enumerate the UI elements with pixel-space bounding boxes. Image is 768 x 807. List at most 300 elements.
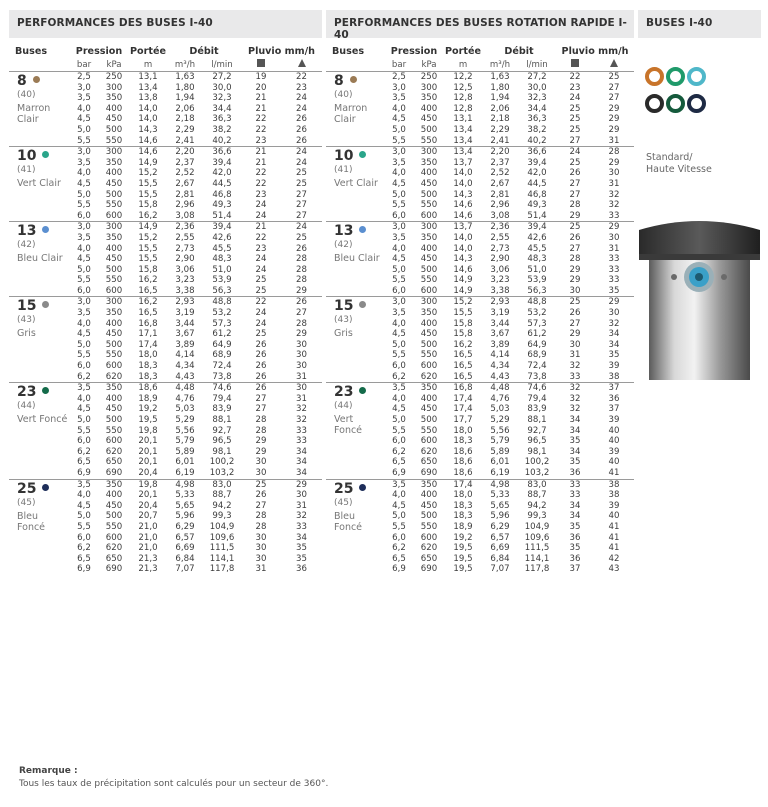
cell-lmin: 46,8 xyxy=(527,189,547,200)
cell-pluvio-square: 28 xyxy=(255,511,267,522)
cell-pluvio-square: 22 xyxy=(255,124,267,135)
cell-pluvio-triangle: 38 xyxy=(608,490,620,501)
cell-pluvio-triangle: 41 xyxy=(608,521,620,532)
caption-line-1: Standard/ xyxy=(646,152,693,163)
cell-m3h: 3,19 xyxy=(490,308,510,319)
cell-kpa: 250 xyxy=(420,72,438,82)
cell-kpa: 600 xyxy=(105,285,123,296)
cell-lmin: 111,5 xyxy=(524,543,550,554)
nozzle-cell xyxy=(9,147,69,222)
cell-pluvio-triangle: 34 xyxy=(296,446,307,457)
nozzle-cell xyxy=(326,297,384,383)
nozzle-number: 10 xyxy=(17,148,37,165)
cell-portee: 17,4 xyxy=(453,393,473,404)
cell-kpa: 450 xyxy=(105,404,123,415)
cell-portee: 18,3 xyxy=(138,371,158,382)
nozzle-color-name: Bleu Clair xyxy=(17,253,63,265)
cell-pluvio-triangle: 31 xyxy=(296,371,307,382)
cell-lmin: 56,3 xyxy=(212,285,232,296)
cell-pluvio-triangle: 25 xyxy=(296,232,307,243)
cell-pluvio-square: 33 xyxy=(556,479,594,490)
cell-pluvio-square: 25 xyxy=(556,297,594,308)
cell-kpa: 500 xyxy=(105,189,123,200)
cell-m3h: 1,94 xyxy=(175,93,195,104)
cell-pluvio-square: 32 xyxy=(569,393,581,404)
nozzle-cell xyxy=(9,479,69,575)
cell-m3h: 2,93 xyxy=(482,297,518,308)
table-row xyxy=(326,383,634,394)
cell-kpa: 620 xyxy=(105,543,123,554)
cell-bar: 6,9 xyxy=(392,564,406,575)
cell-pluvio-square: 24 xyxy=(255,308,267,319)
nozzle-cell xyxy=(326,147,384,222)
cell-lmin: 53,2 xyxy=(527,308,547,319)
cell-m3h: 7,07 xyxy=(175,564,195,575)
cell-lmin: 74,6 xyxy=(518,383,556,394)
cell-pluvio-triangle: 36 xyxy=(296,564,307,575)
cell-portee: 13,4 xyxy=(453,135,473,146)
table-row xyxy=(326,297,634,308)
cell-lmin: 51,0 xyxy=(527,264,547,275)
cell-lmin: 98,1 xyxy=(527,446,547,457)
cell-portee: 15,2 xyxy=(138,232,158,243)
cell-m3h: 2,90 xyxy=(175,254,195,265)
left-title-bar xyxy=(9,10,322,38)
cell-portee: 14,0 xyxy=(138,103,158,114)
cell-lmin: 48,3 xyxy=(527,254,547,265)
cell-pluvio-square: 30 xyxy=(255,457,267,468)
cell-m3h: 1,80 xyxy=(490,82,510,93)
cell-pluvio-triangle: 29 xyxy=(608,124,620,135)
cell-lmin: 45,5 xyxy=(212,243,232,254)
cell-pluvio-square: 29 xyxy=(569,275,581,286)
cell-kpa: 500 xyxy=(420,415,438,425)
nozzle-number: 23 xyxy=(334,384,354,401)
cell-pluvio-square: 25 xyxy=(255,329,267,340)
cell-kpa: 600 xyxy=(420,210,438,221)
cell-portee: 13,7 xyxy=(444,222,482,233)
cell-lmin: 64,9 xyxy=(527,339,547,350)
cell-lmin: 104,9 xyxy=(524,521,550,532)
cell-m3h: 6,84 xyxy=(175,553,195,564)
col-pression: Pression xyxy=(390,46,438,57)
cell-lmin: 88,7 xyxy=(212,490,232,501)
cell-bar: 5,0 xyxy=(392,124,406,135)
cell-m3h: 3,89 xyxy=(490,339,510,350)
cell-pluvio-square: 29 xyxy=(569,264,581,275)
cell-lmin: 51,4 xyxy=(212,210,232,221)
nozzle-code: (42) xyxy=(334,240,353,251)
cell-bar: 5,5 xyxy=(392,350,406,361)
cell-lmin: 100,2 xyxy=(524,457,550,468)
cell-m3h: 3,44 xyxy=(490,318,510,329)
cell-portee: 12,8 xyxy=(453,103,473,114)
cell-pluvio-square: 26 xyxy=(569,232,581,243)
cell-lmin: 83,9 xyxy=(527,404,547,415)
cell-m3h: 5,03 xyxy=(175,404,195,415)
cell-pluvio-triangle: 34 xyxy=(296,532,307,543)
nozzle-color-name: Gris xyxy=(17,328,36,340)
cell-kpa: 500 xyxy=(105,511,123,522)
cell-pluvio-triangle: 27 xyxy=(296,189,307,200)
cell-bar: 5,5 xyxy=(77,200,91,211)
cell-portee: 21,3 xyxy=(138,564,158,575)
cell-m3h: 2,90 xyxy=(490,254,510,265)
cell-pluvio-triangle: 32 xyxy=(296,415,307,425)
cell-lmin: 45,5 xyxy=(527,243,547,254)
nozzle-ring-icon xyxy=(666,94,685,113)
cell-kpa: 550 xyxy=(420,350,438,361)
cell-kpa: 620 xyxy=(420,446,438,457)
cell-kpa: 300 xyxy=(99,297,129,308)
side-title: BUSES I-40 xyxy=(646,17,713,29)
nozzle-number: 25 xyxy=(334,480,354,497)
cell-bar: 3,0 xyxy=(384,222,414,233)
cell-m3h: 2,67 xyxy=(490,178,510,189)
cell-kpa: 350 xyxy=(414,479,444,490)
cell-lmin: 73,8 xyxy=(212,371,232,382)
cell-m3h: 5,89 xyxy=(175,446,195,457)
cell-m3h: 2,52 xyxy=(490,168,510,179)
nozzle-code: (45) xyxy=(334,497,353,508)
cell-m3h: 4,34 xyxy=(175,361,195,372)
cell-pluvio-square: 26 xyxy=(255,339,267,350)
cell-kpa: 450 xyxy=(420,254,438,265)
cell-bar: 5,0 xyxy=(77,264,91,275)
cell-pluvio-triangle: 26 xyxy=(296,135,307,146)
header-row xyxy=(9,45,322,59)
table-row xyxy=(9,479,322,490)
cell-pluvio-square: 24 xyxy=(556,147,594,158)
cell-portee: 18,9 xyxy=(453,521,473,532)
cell-pluvio-square: 28 xyxy=(255,425,267,436)
cell-m3h: 6,19 xyxy=(490,467,510,478)
table-row xyxy=(326,479,634,490)
cell-pluvio-triangle: 34 xyxy=(608,339,620,350)
cell-portee: 21,0 xyxy=(138,543,158,554)
cell-portee: 12,5 xyxy=(453,82,473,93)
cell-pluvio-square: 31 xyxy=(255,564,267,575)
cell-kpa: 650 xyxy=(420,553,438,564)
cell-bar: 4,0 xyxy=(77,243,91,254)
cell-pluvio-triangle: 40 xyxy=(608,511,620,522)
cell-bar: 5,0 xyxy=(392,511,406,522)
remark-title: Remarque : xyxy=(19,766,78,776)
unit-triangle xyxy=(281,59,322,72)
cell-lmin: 79,4 xyxy=(527,393,547,404)
cell-m3h: 2,36 xyxy=(167,222,203,233)
cell-kpa: 550 xyxy=(105,275,123,286)
nozzle-code: (41) xyxy=(17,165,36,176)
cell-pluvio-triangle: 35 xyxy=(296,553,307,564)
cell-kpa: 300 xyxy=(414,147,444,158)
cell-bar: 6,2 xyxy=(77,446,91,457)
cell-portee: 15,2 xyxy=(444,297,482,308)
cell-pluvio-square: 27 xyxy=(255,393,267,404)
cell-m3h: 4,98 xyxy=(482,479,518,490)
cell-portee: 14,0 xyxy=(138,114,158,125)
cell-bar: 6,0 xyxy=(77,532,91,543)
cell-portee: 15,2 xyxy=(138,168,158,179)
nozzle-color-name: Vert Foncé xyxy=(334,414,363,437)
cell-m3h: 5,96 xyxy=(175,511,195,522)
cell-bar: 5,5 xyxy=(77,425,91,436)
cell-pluvio-square: 33 xyxy=(569,371,581,382)
square-spacing-icon xyxy=(571,59,579,67)
cell-kpa: 300 xyxy=(99,222,129,233)
cell-pluvio-square: 30 xyxy=(255,467,267,478)
col-debit: Débit xyxy=(504,46,534,57)
cell-portee: 18,0 xyxy=(453,490,473,501)
cell-pluvio-square: 26 xyxy=(569,168,581,179)
cell-pluvio-triangle: 29 xyxy=(281,479,322,490)
cell-bar: 3,5 xyxy=(69,383,99,394)
cell-m3h: 3,38 xyxy=(490,285,510,296)
cell-lmin: 88,7 xyxy=(527,490,547,501)
cell-pluvio-triangle: 24 xyxy=(296,93,307,104)
cell-m3h: 2,29 xyxy=(490,124,510,135)
nozzle-cell xyxy=(9,297,69,383)
cell-pluvio-triangle: 33 xyxy=(296,425,307,436)
cell-m3h: 2,18 xyxy=(175,114,195,125)
cell-m3h: 2,55 xyxy=(490,232,510,243)
cell-kpa: 400 xyxy=(420,490,438,501)
cell-lmin: 49,3 xyxy=(212,200,232,211)
cell-pluvio-square: 22 xyxy=(255,168,267,179)
cell-pluvio-triangle: 27 xyxy=(296,200,307,211)
cell-lmin: 40,2 xyxy=(527,135,547,146)
cell-bar: 6,0 xyxy=(77,436,91,447)
table-row xyxy=(326,147,634,158)
cell-lmin: 111,5 xyxy=(209,543,235,554)
cell-kpa: 400 xyxy=(420,318,438,329)
cell-lmin: 61,2 xyxy=(212,329,232,340)
cell-lmin: 103,2 xyxy=(524,467,550,478)
cell-bar: 3,0 xyxy=(392,82,406,93)
cell-m3h: 1,80 xyxy=(175,82,195,93)
col-portee: Portée xyxy=(445,46,481,57)
nozzle-ring-icon xyxy=(666,67,685,86)
col-pression: Pression xyxy=(75,46,123,57)
cell-pluvio-square: 27 xyxy=(569,178,581,189)
cell-portee: 14,6 xyxy=(129,147,167,158)
cell-m3h: 2,20 xyxy=(167,147,203,158)
cell-m3h: 4,43 xyxy=(490,371,510,382)
cell-m3h: 4,14 xyxy=(490,350,510,361)
cell-pluvio-square: 22 xyxy=(241,297,281,308)
cell-m3h: 6,57 xyxy=(175,532,195,543)
nozzle-number: 13 xyxy=(17,223,37,240)
cell-pluvio-triangle: 28 xyxy=(296,264,307,275)
cell-pluvio-square: 23 xyxy=(569,82,581,93)
cell-lmin: 44,5 xyxy=(527,178,547,189)
cell-bar: 5,0 xyxy=(392,264,406,275)
cell-portee: 14,9 xyxy=(453,275,473,286)
cell-pluvio-triangle: 30 xyxy=(296,361,307,372)
cell-lmin: 114,1 xyxy=(209,553,235,564)
cell-kpa: 400 xyxy=(420,243,438,254)
cell-bar: 6,2 xyxy=(392,446,406,457)
cell-lmin: 109,6 xyxy=(209,532,235,543)
cell-portee: 21,0 xyxy=(138,521,158,532)
cell-m3h: 2,36 xyxy=(482,222,518,233)
cell-bar: 4,5 xyxy=(77,404,91,415)
cell-bar: 6,2 xyxy=(392,543,406,554)
cell-kpa: 450 xyxy=(105,329,123,340)
cell-portee: 19,5 xyxy=(138,415,158,425)
cell-pluvio-triangle: 24 xyxy=(281,222,322,233)
cell-portee: 14,0 xyxy=(453,168,473,179)
cell-pluvio-triangle: 23 xyxy=(296,82,307,93)
cell-bar: 3,5 xyxy=(392,157,406,168)
cell-m3h: 5,29 xyxy=(490,415,510,425)
cell-kpa: 300 xyxy=(420,82,438,93)
cell-pluvio-square: 30 xyxy=(569,285,581,296)
cell-bar: 4,0 xyxy=(77,393,91,404)
table-row xyxy=(9,147,322,158)
cell-bar: 3,5 xyxy=(77,308,91,319)
cell-lmin: 57,3 xyxy=(527,318,547,329)
cell-kpa: 600 xyxy=(105,436,123,447)
cell-portee: 18,6 xyxy=(453,446,473,457)
cell-kpa: 550 xyxy=(420,200,438,211)
nozzle-code: (41) xyxy=(334,165,353,176)
cell-pluvio-triangle: 30 xyxy=(296,350,307,361)
cell-portee: 13,4 xyxy=(444,147,482,158)
cell-lmin: 42,6 xyxy=(212,232,232,243)
cell-pluvio-triangle: 25 xyxy=(296,168,307,179)
cell-pluvio-square: 24 xyxy=(255,210,267,221)
cell-pluvio-square: 25 xyxy=(241,479,281,490)
cell-kpa: 650 xyxy=(105,457,123,468)
nozzle-number: 8 xyxy=(334,73,344,89)
cell-lmin: 53,2 xyxy=(212,308,232,319)
cell-pluvio-triangle: 29 xyxy=(608,114,620,125)
table-row xyxy=(9,383,322,394)
cell-pluvio-square: 21 xyxy=(255,103,267,114)
cell-portee: 15,8 xyxy=(453,329,473,340)
unit-m3h: m³/h xyxy=(167,59,203,72)
cell-bar: 3,5 xyxy=(384,479,414,490)
cell-lmin: 88,1 xyxy=(212,415,232,425)
cell-pluvio-triangle: 40 xyxy=(608,436,620,447)
cell-pluvio-square: 19 xyxy=(255,72,267,82)
cell-pluvio-square: 20 xyxy=(255,82,267,93)
cell-kpa: 350 xyxy=(420,93,438,104)
cell-portee: 19,5 xyxy=(453,543,473,554)
cell-pluvio-triangle: 30 xyxy=(296,339,307,350)
cell-lmin: 36,3 xyxy=(527,114,547,125)
cell-lmin: 34,4 xyxy=(212,103,232,114)
cell-kpa: 300 xyxy=(414,297,444,308)
unit-triangle xyxy=(594,59,634,72)
cell-kpa: 550 xyxy=(105,200,123,211)
cell-pluvio-triangle: 43 xyxy=(608,564,620,575)
cell-pluvio-triangle: 27 xyxy=(296,308,307,319)
unit-bar: bar xyxy=(69,59,99,72)
cell-pluvio-triangle: 31 xyxy=(608,135,620,146)
cell-bar: 2,5 xyxy=(77,72,91,82)
cell-m3h: 6,01 xyxy=(175,457,195,468)
cell-pluvio-square: 35 xyxy=(569,457,581,468)
cell-portee: 18,3 xyxy=(453,500,473,511)
unit-m: m xyxy=(444,59,482,72)
cell-portee: 15,5 xyxy=(453,308,473,319)
cell-kpa: 300 xyxy=(105,82,123,93)
cell-kpa: 690 xyxy=(105,467,123,478)
cell-lmin: 72,4 xyxy=(212,361,232,372)
right-performance-table xyxy=(326,45,634,575)
cell-m3h: 1,94 xyxy=(490,93,510,104)
nozzle-rings xyxy=(644,66,714,120)
cell-pluvio-triangle: 41 xyxy=(608,467,620,478)
cell-bar: 6,0 xyxy=(77,361,91,372)
cell-pluvio-triangle: 37 xyxy=(594,383,634,394)
cell-kpa: 550 xyxy=(105,350,123,361)
cell-bar: 3,0 xyxy=(384,147,414,158)
col-pluvio: Pluvio mm/h xyxy=(248,46,315,57)
cell-kpa: 600 xyxy=(105,210,123,221)
cell-pluvio-square: 37 xyxy=(569,564,581,575)
cell-lmin: 42,0 xyxy=(527,168,547,179)
cell-kpa: 600 xyxy=(420,532,438,543)
side-caption xyxy=(646,152,712,176)
unit-square xyxy=(241,59,281,72)
cell-portee: 14,0 xyxy=(453,232,473,243)
cell-lmin: 49,3 xyxy=(527,200,547,211)
cell-kpa: 350 xyxy=(420,308,438,319)
cell-pluvio-square: 35 xyxy=(569,436,581,447)
cell-bar: 5,5 xyxy=(392,135,406,146)
cell-bar: 4,0 xyxy=(77,490,91,501)
cell-m3h: 3,06 xyxy=(175,264,195,275)
cell-kpa: 400 xyxy=(420,393,438,404)
cell-m3h: 2,52 xyxy=(175,168,195,179)
cell-pluvio-square: 25 xyxy=(569,124,581,135)
cell-kpa: 450 xyxy=(420,114,438,125)
cell-lmin: 39,4 xyxy=(527,157,547,168)
cell-pluvio-triangle: 28 xyxy=(296,275,307,286)
cell-m3h: 3,67 xyxy=(175,329,195,340)
cell-m3h: 2,96 xyxy=(490,200,510,211)
cell-pluvio-square: 29 xyxy=(255,436,267,447)
cell-lmin: 72,4 xyxy=(527,361,547,372)
cell-portee: 14,9 xyxy=(453,285,473,296)
cell-pluvio-triangle: 26 xyxy=(296,114,307,125)
cell-portee: 18,6 xyxy=(453,457,473,468)
cell-lmin: 30,0 xyxy=(212,82,232,93)
cell-m3h: 5,03 xyxy=(490,404,510,415)
cell-portee: 15,8 xyxy=(138,200,158,211)
cell-portee: 14,9 xyxy=(138,157,158,168)
cell-pluvio-square: 22 xyxy=(255,232,267,243)
cell-pluvio-square: 24 xyxy=(569,93,581,104)
cell-pluvio-triangle: 32 xyxy=(296,404,307,415)
cell-pluvio-square: 34 xyxy=(569,425,581,436)
cell-pluvio-square: 22 xyxy=(569,72,581,82)
cell-kpa: 400 xyxy=(105,168,123,179)
cell-portee: 16,5 xyxy=(138,308,158,319)
cell-bar: 4,5 xyxy=(392,178,406,189)
cell-portee: 21,0 xyxy=(138,532,158,543)
cell-pluvio-triangle: 29 xyxy=(594,297,634,308)
cell-pluvio-square: 34 xyxy=(569,415,581,425)
cell-bar: 5,0 xyxy=(392,415,406,425)
cell-bar: 4,0 xyxy=(392,490,406,501)
cell-m3h: 4,43 xyxy=(175,371,195,382)
cell-pluvio-square: 21 xyxy=(255,93,267,104)
cell-pluvio-triangle: 30 xyxy=(281,383,322,394)
